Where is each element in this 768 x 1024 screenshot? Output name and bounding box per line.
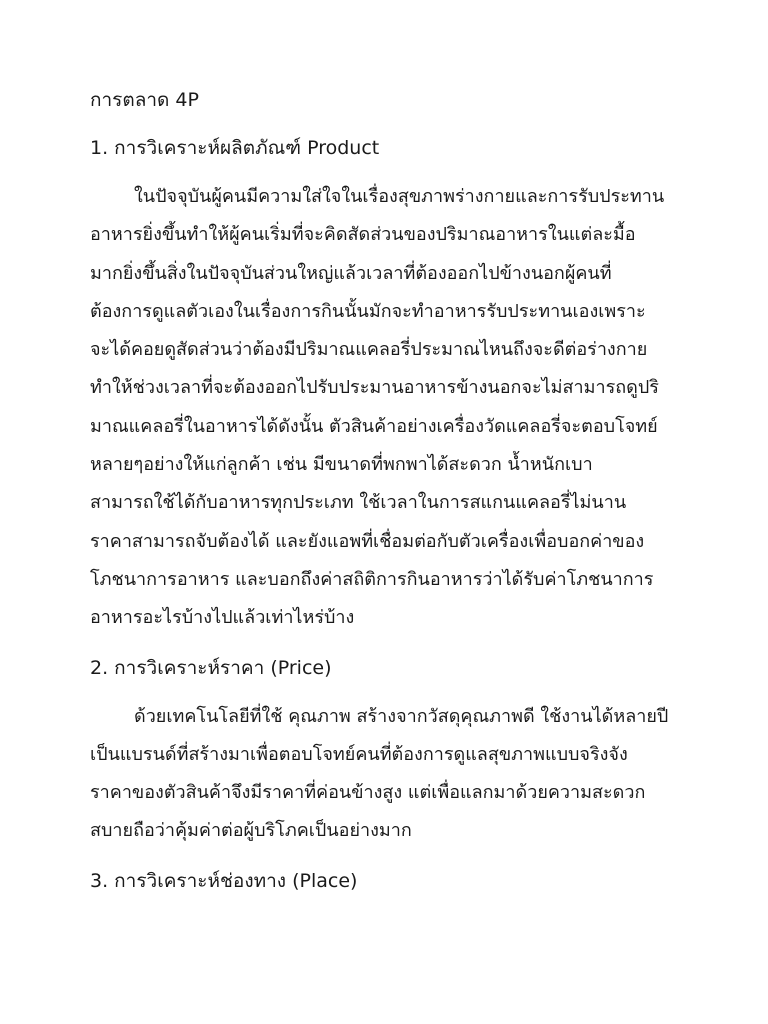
section-heading-price: 2. การวิเคราะห์ราคา (Price): [90, 656, 332, 679]
paragraph-line: จะได้คอยดูสัดส่วนว่าต้องมีปริมาณแคลอรี่ประมาณไหนถึงจะดีต่อร่างกาย: [90, 339, 648, 361]
paragraph-line: อาหารยิ่งขึ้นทำให้ผู้คนเริ่มที่จะคิดสัดส่วนของปริมาณอาหารในแต่ละมื้อ: [90, 224, 636, 246]
paragraph-line: ในปัจจุบันผู้คนมีความใส่ใจในเรื่องสุขภาพร่างกายและการรับประทาน: [134, 186, 665, 207]
paragraph-line: ทำให้ช่วงเวลาที่จะต้องออกไปรับประมานอาหารข้างนอกจะไม่สามารถดูปริ: [90, 377, 659, 399]
section-place: [90, 869, 708, 893]
paragraph-product: [90, 178, 708, 638]
paragraph-line: ราคาของตัวสินค้าจึงมีราคาที่ค่อนข้างสูง แต่เพื่อแลกมาด้วยความสะดวก: [90, 782, 646, 804]
paragraph-line: ต้องการดูแลตัวเองในเรื่องการกินนั้นมักจะทำอาหารรับประทานเองเพราะ: [90, 300, 646, 322]
paragraph-line: หลายๆอย่างให้แก่ลูกค้า เช่น มีขนาดที่พกพาได้สะดวก น้ำหนักเบา: [90, 454, 593, 476]
paragraph-price: [90, 698, 708, 851]
paragraph-line: อาหารอะไรบ้างไปแล้วเท่าไหร่บ้าง: [90, 607, 355, 629]
paragraph-line: เป็นแบรนด์ที่สร้างมาเพื่อตอบโจทย์คนที่ต้องการดูแลสุขภาพแบบจริงจัง: [90, 743, 628, 765]
paragraph-line: สบายถือว่าคุ้มค่าต่อผู้บริโภคเป็นอย่างมาก: [90, 820, 412, 842]
paragraph-line: ราคาสามารถจับต้องได้ และยังแอพที่เชื่อมต่อกับตัวเครื่องเพื่อบอกค่าของ: [90, 530, 645, 552]
paragraph-line: ด้วยเทคโนโลยีที่ใช้ คุณภาพ สร้างจากวัสดุคุณภาพดี ใช้งานได้หลายปี: [134, 705, 669, 727]
document-title: การตลาด 4P: [90, 89, 199, 111]
paragraph-line: มากยิ่งขึ้นสิ่งในปัจจุบันส่วนใหญ่แล้วเวลาที่ต้องออกไปข้างนอกผู้คนที่: [90, 262, 612, 284]
section-heading-place: 3. การวิเคราะห์ช่องทาง (Place): [90, 869, 358, 892]
section-product: [90, 136, 708, 638]
paragraph-line: โภชนาการอาหาร และบอกถึงค่าสถิติการกินอาหารว่าได้รับค่าโภชนาการ: [90, 568, 654, 590]
section-heading-product: 1. การวิเคราะห์ผลิตภัณฑ์ Product: [90, 137, 380, 159]
section-price: [90, 656, 708, 851]
paragraph-line: มาณแคลอรี่ในอาหารได้ดังนั้น ตัวสินค้าอย่างเครื่องวัดแคลอรี่จะตอบโจทย์: [90, 415, 658, 437]
paragraph-line: สามารถใช้ได้กับอาหารทุกประเภท ใช้เวลาในการสแกนแคลอรี่ไม่นาน: [90, 492, 627, 514]
